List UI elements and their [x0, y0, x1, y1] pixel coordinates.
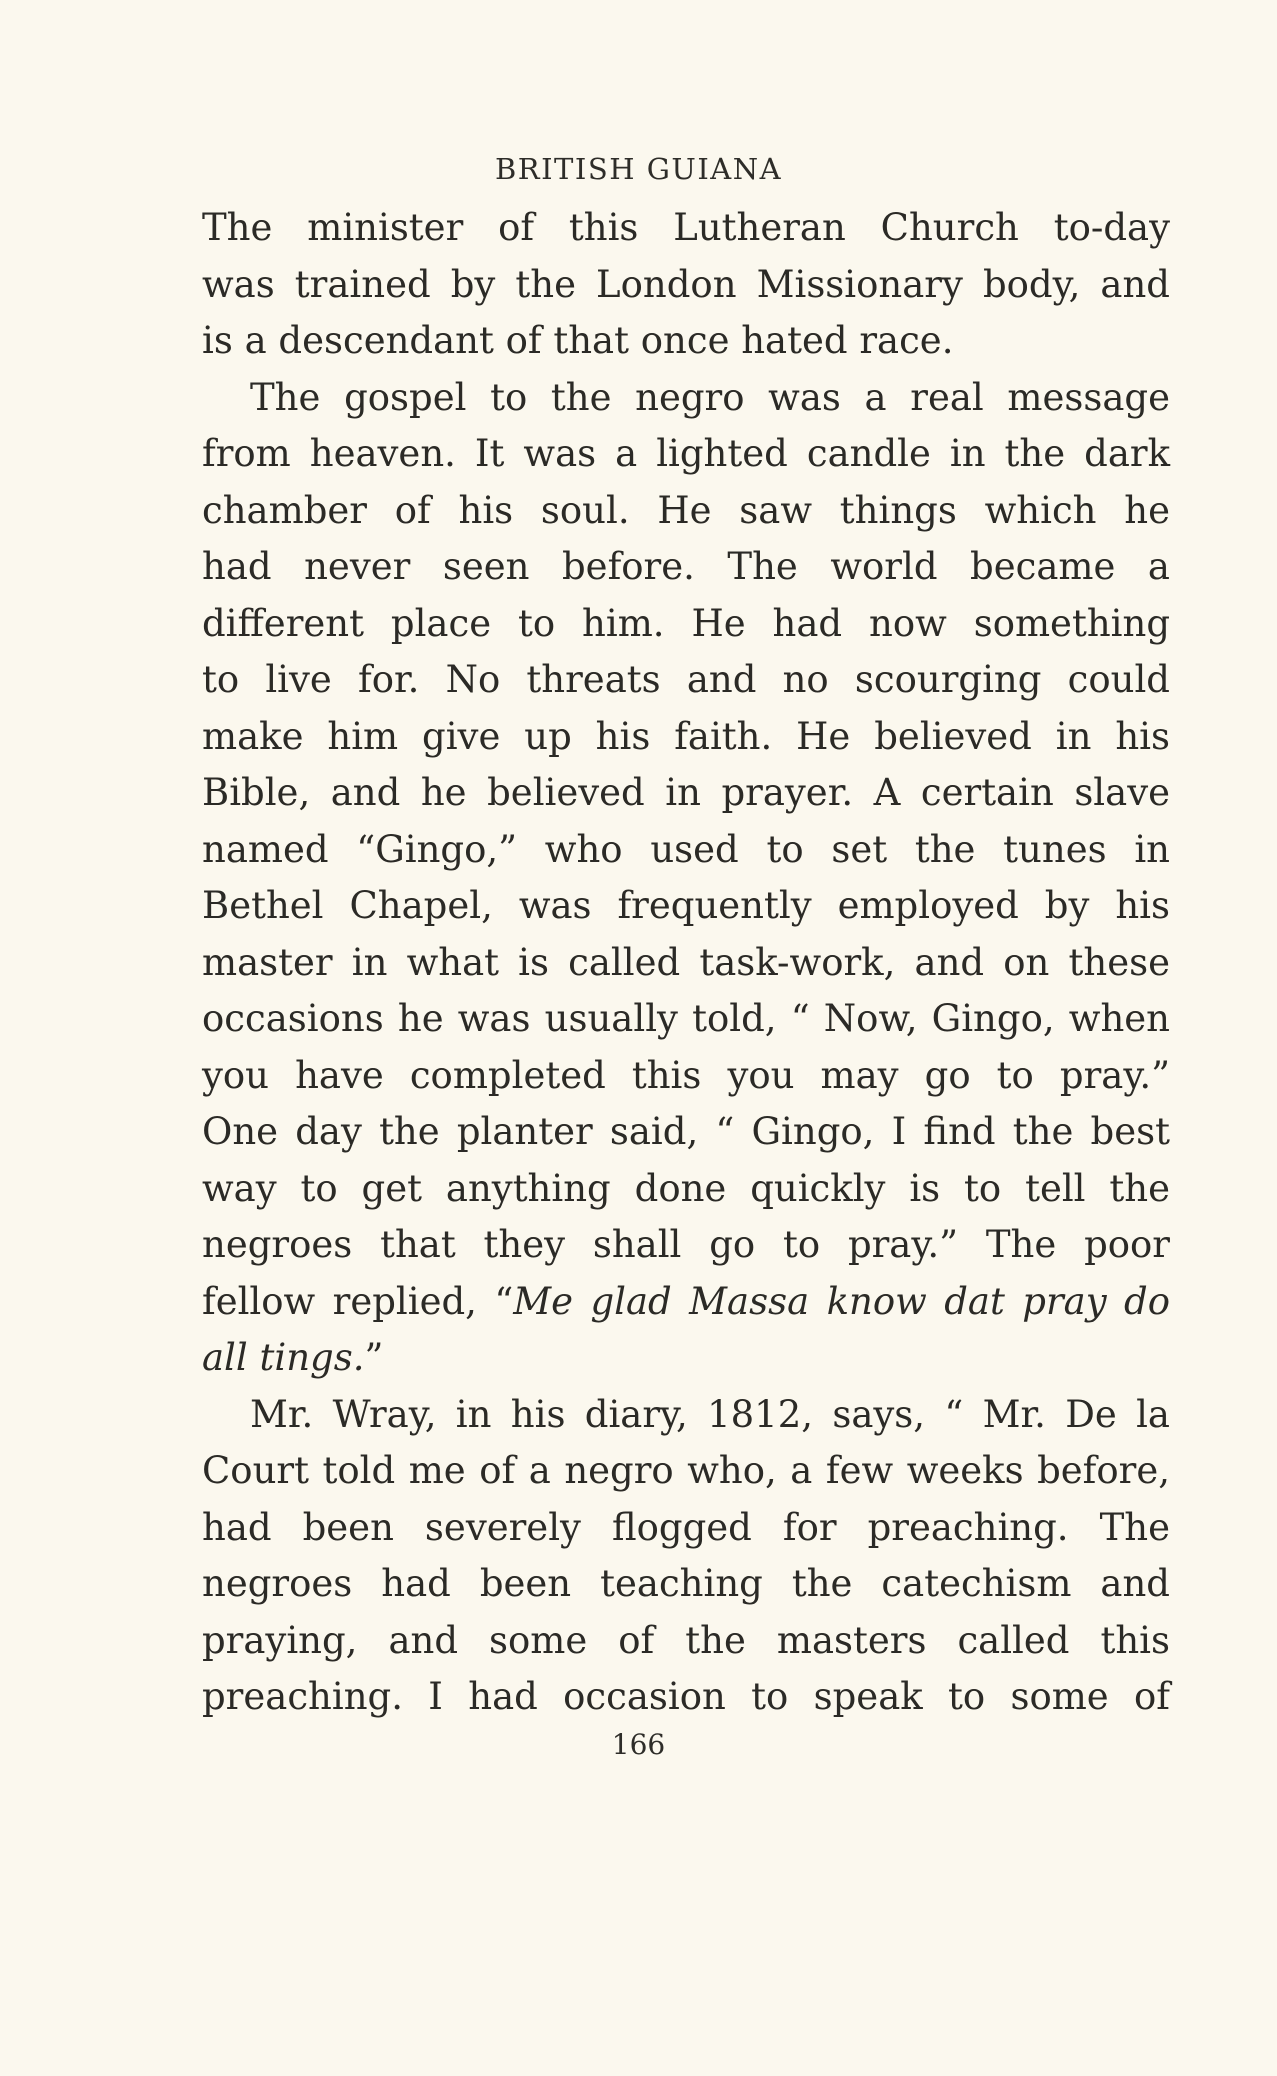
italic-dialect-quote: Me glad Massa know dat pray do — [513, 1279, 1170, 1323]
text-line: from heaven. It was a lighted candle in the dark — [202, 432, 1170, 475]
closing-quote: ” — [364, 1336, 384, 1379]
text-line: Bible, and he believed in prayer. A certain slave — [202, 771, 1170, 814]
text-line: negroes that they shall go to pray.” The poor — [202, 1223, 1170, 1266]
text-line: praying, and some of the masters called this — [202, 1618, 1170, 1662]
text-line: master in what is called task-work, and on these — [202, 940, 1170, 984]
text-line: occasions he was usually told, “ Now, Gingo, when — [202, 997, 1170, 1040]
text-line: had never seen before. The world became a — [202, 545, 1170, 588]
text-line: way to get anything done quickly is to tell the — [202, 1166, 1170, 1210]
text-run: fellow replied, “ — [202, 1279, 514, 1323]
text-line: preaching. I had occasion to speak to some of — [202, 1675, 1170, 1718]
text-line: you have completed this you may go to pray.” — [202, 1053, 1170, 1097]
text-line: Court told me of a negro who, a few weeks before, — [202, 1449, 1170, 1492]
text-line: was trained by the London Missionary body, and — [202, 262, 1170, 306]
paragraph-3 — [202, 1387, 1170, 1726]
text-line: different place to him. He had now something — [202, 601, 1170, 645]
text-line: make him give up his faith. He believed in his — [202, 714, 1170, 758]
text-line: The gospel to the negro was a real message — [250, 375, 1170, 419]
paragraph-2 — [202, 370, 1170, 1387]
text-line: is a descendant of that once hated race. — [202, 319, 954, 362]
page-number: 166 — [611, 1728, 666, 1761]
text-line: Bethel Chapel, was frequently employed by his — [202, 884, 1170, 927]
text-line: had been severely flogged for preaching. The — [202, 1505, 1170, 1549]
text-line: Mr. Wray, in his diary, 1812, says, “ Mr. De la — [250, 1392, 1170, 1436]
running-head: BRITISH GUIANA — [494, 152, 783, 186]
text-line: chamber of his soul. He saw things which he — [202, 488, 1170, 532]
italic-dialect-quote: all tings. — [202, 1336, 365, 1379]
text-line — [202, 1274, 1170, 1331]
body-text — [202, 200, 1170, 1726]
text-line: One day the planter said, “ Gingo, I find the best — [202, 1110, 1170, 1153]
text-line — [202, 1330, 1170, 1387]
paragraph-1 — [202, 200, 1170, 370]
text-line: negroes had been teaching the catechism and — [202, 1562, 1170, 1605]
text-line: to live for. No threats and no scourging could — [202, 658, 1170, 701]
text-line: The minister of this Lutheran Church to-day — [202, 206, 1170, 249]
text-line: named “Gingo,” who used to set the tunes in — [202, 827, 1170, 871]
